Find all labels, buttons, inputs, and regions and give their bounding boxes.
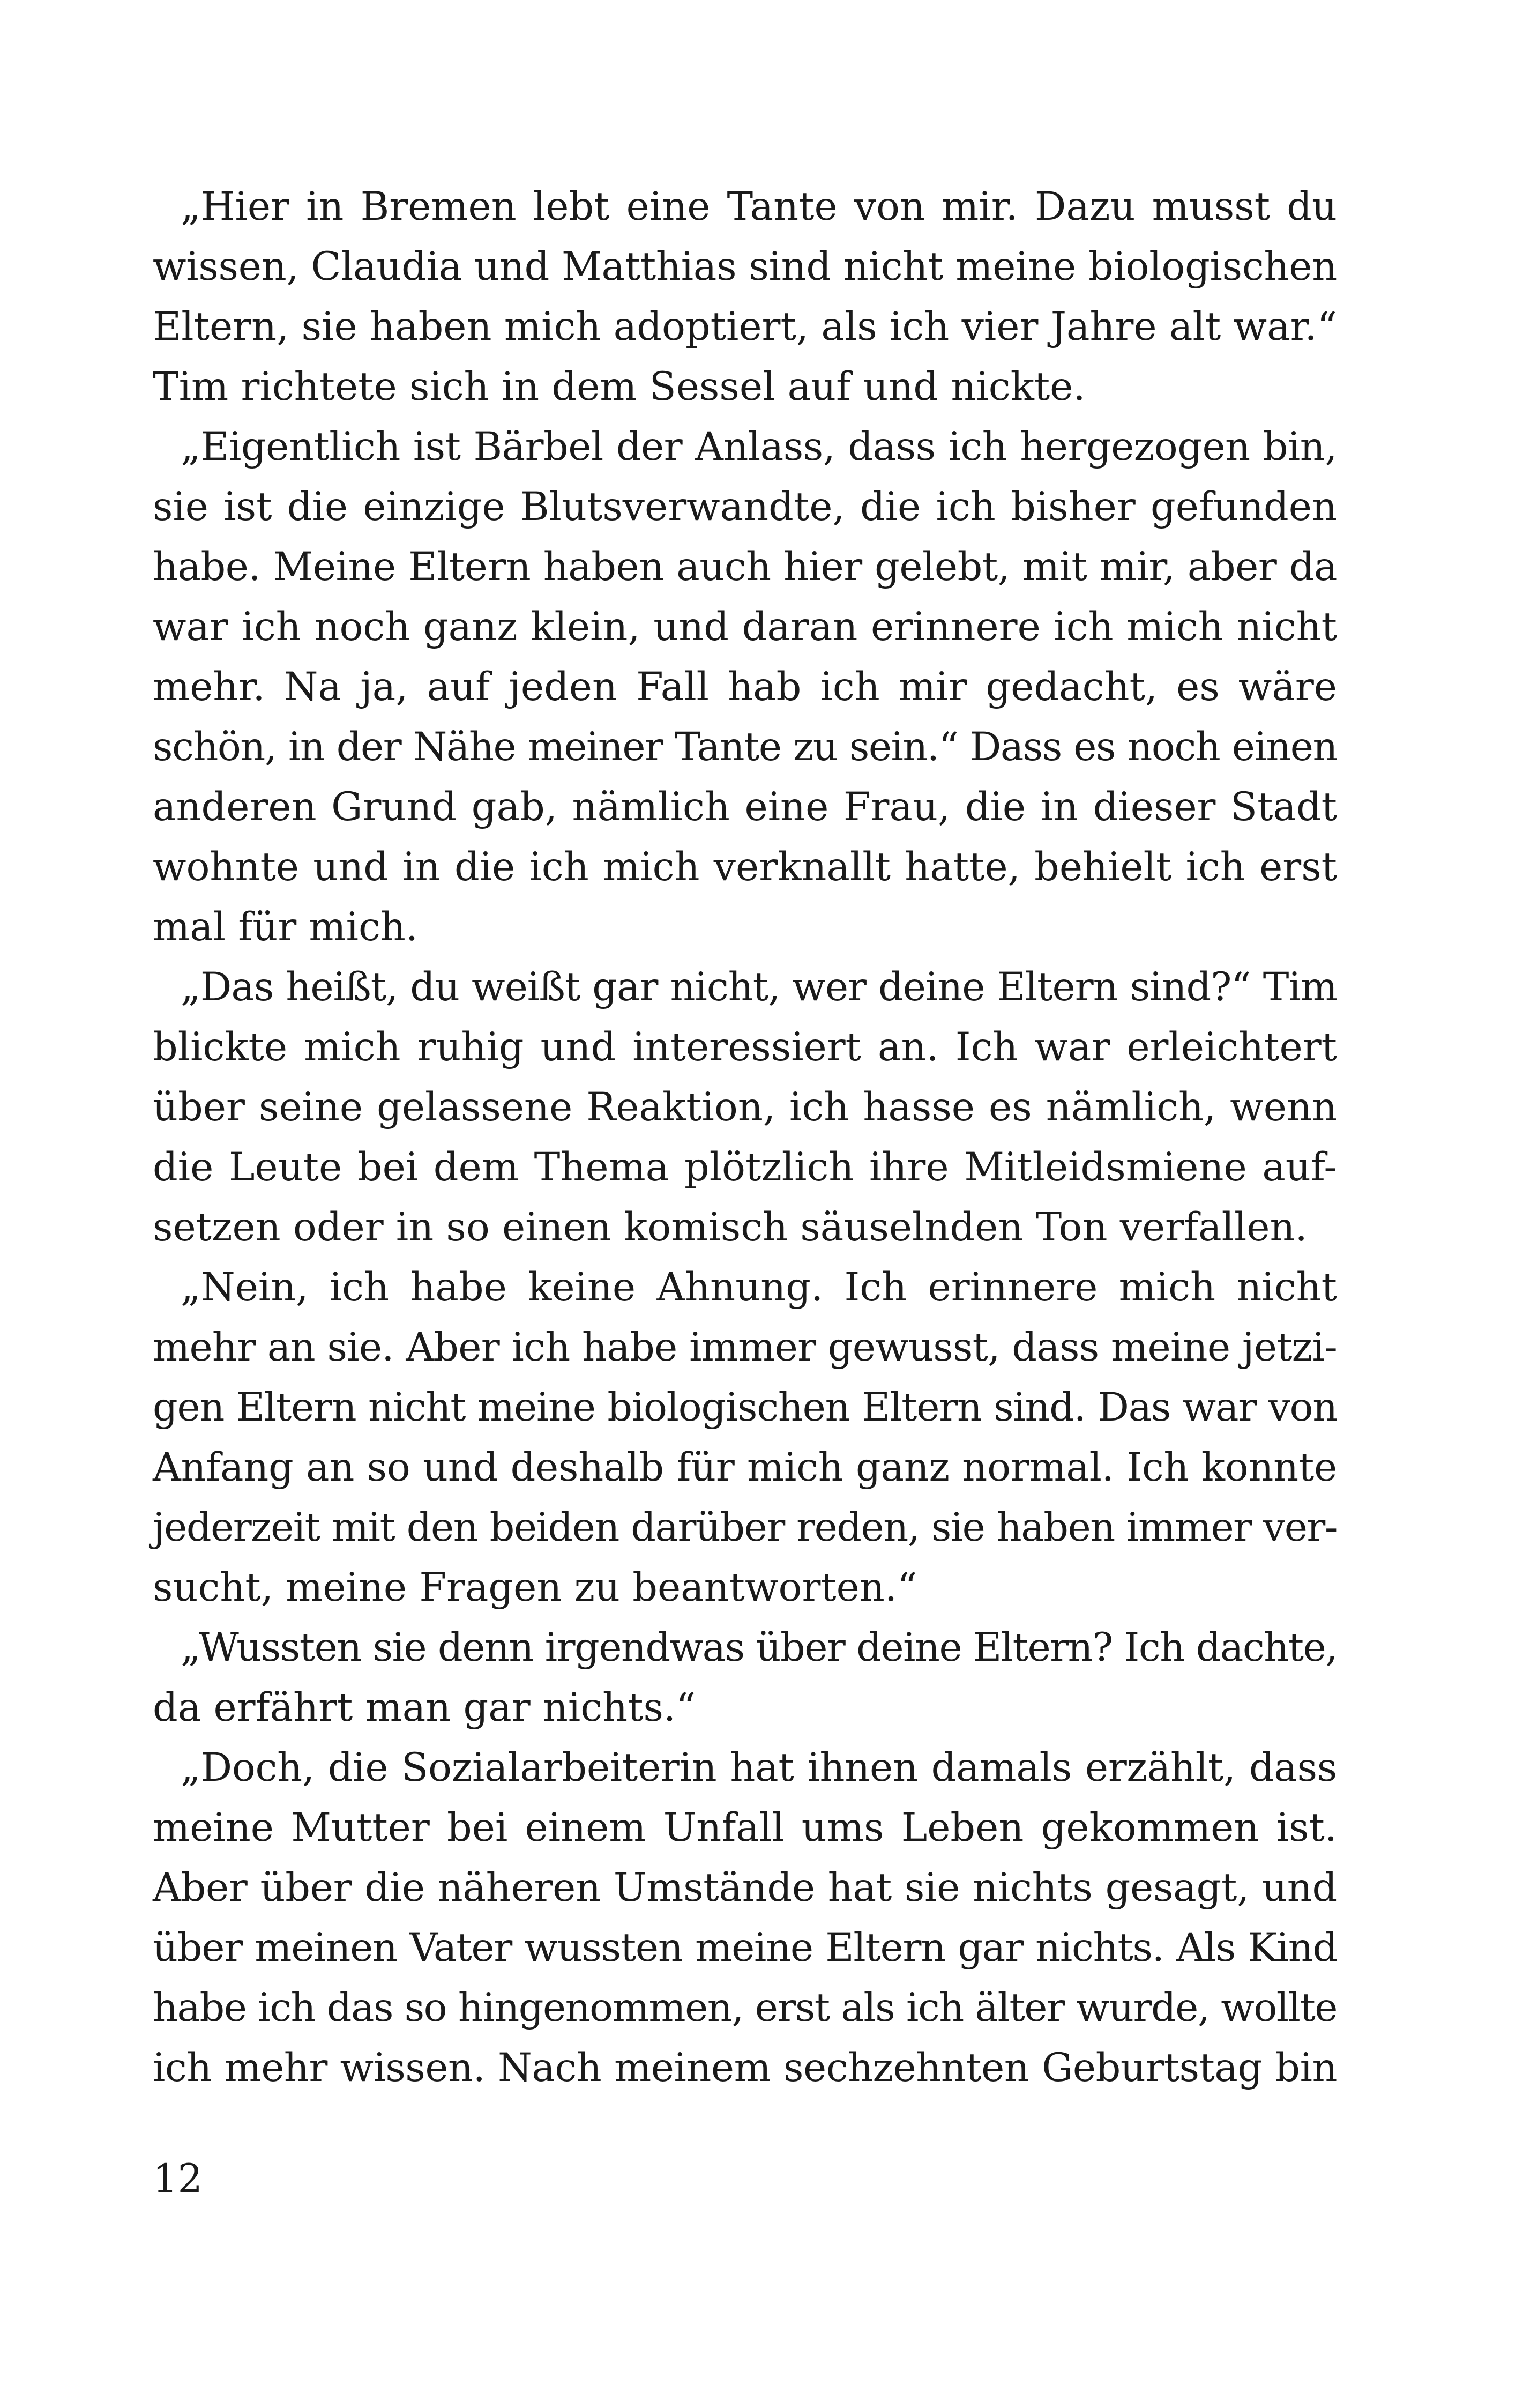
text-line: die Leute bei dem Thema plötzlich ihre Mitleidsmiene auf- [153, 1144, 1337, 1190]
paragraph [153, 1258, 1337, 1618]
text-line: sie ist die einzige Blutsverwandte, die ich bisher gefunden [153, 484, 1337, 530]
text-line: mehr. Na ja, auf jeden Fall hab ich mir gedacht, es wäre [153, 664, 1337, 710]
paragraph [153, 1618, 1337, 1738]
text-line: jederzeit mit den beiden darüber reden, sie haben immer ver- [153, 1505, 1337, 1550]
text-line: wohnte und in die ich mich verknallt hatte, behielt ich erst [153, 844, 1337, 890]
text-line: setzen oder in so einen komisch säuselnden Ton verfallen. [153, 1205, 1308, 1250]
text-line: „Eigentlich ist Bärbel der Anlass, dass ich hergezogen bin, [181, 424, 1337, 470]
text-line: über meinen Vater wussten meine Eltern gar nichts. Als Kind [153, 1925, 1337, 1971]
body-text [153, 177, 1337, 2098]
text-line: „Wussten sie denn irgendwas über deine Eltern? Ich dachte, [181, 1625, 1337, 1670]
text-line: Eltern, sie haben mich adoptiert, als ich vier Jahre alt war.“ [153, 304, 1337, 350]
text-line: mal für mich. [153, 904, 419, 950]
paragraph [153, 177, 1337, 417]
text-line: war ich noch ganz klein, und daran erinnere ich mich nicht [153, 604, 1337, 650]
text-line: schön, in der Nähe meiner Tante zu sein.“ Dass es noch einen [153, 724, 1337, 770]
text-line: Aber über die näheren Umstände hat sie nichts gesagt, und [153, 1865, 1337, 1911]
text-line: habe. Meine Eltern haben auch hier gelebt, mit mir, aber da [153, 544, 1337, 590]
paragraph [153, 957, 1337, 1258]
text-line: da erfährt man gar nichts.“ [153, 1685, 696, 1730]
text-line: blickte mich ruhig und interessiert an. Ich war erleichtert [153, 1024, 1337, 1070]
text-line: habe ich das so hingenommen, erst als ich älter wurde, wollte [153, 1985, 1337, 2031]
text-line: meine Mutter bei einem Unfall ums Leben gekommen ist. [153, 1805, 1337, 1850]
text-line: sucht, meine Fragen zu beantworten.“ [153, 1565, 917, 1610]
text-line: wissen, Claudia und Matthias sind nicht meine biologischen [153, 244, 1337, 289]
text-line: über seine gelassene Reaktion, ich hasse es nämlich, wenn [153, 1084, 1337, 1130]
text-line: Anfang an so und deshalb für mich ganz normal. Ich konnte [153, 1445, 1337, 1490]
text-line: „Das heißt, du weißt gar nicht, wer deine Eltern sind?“ Tim [181, 964, 1337, 1010]
paragraph [153, 1738, 1337, 2098]
text-line: „Doch, die Sozialarbeiterin hat ihnen damals erzählt, dass [181, 1745, 1337, 1790]
paragraph [153, 417, 1337, 957]
page-number: 12 [153, 2156, 203, 2202]
text-line: „Hier in Bremen lebt eine Tante von mir. Dazu musst du [181, 184, 1337, 229]
text-line: gen Eltern nicht meine biologischen Eltern sind. Das war von [153, 1385, 1337, 1430]
text-line: Tim richtete sich in dem Sessel auf und nickte. [153, 364, 1086, 410]
text-line: mehr an sie. Aber ich habe immer gewusst, dass meine jetzi- [153, 1325, 1337, 1370]
text-line: „Nein, ich habe keine Ahnung. Ich erinnere mich nicht [181, 1265, 1337, 1310]
text-line: anderen Grund gab, nämlich eine Frau, die in dieser Stadt [153, 784, 1337, 830]
text-line: ich mehr wissen. Nach meinem sechzehnten Geburtstag bin [153, 2045, 1337, 2091]
